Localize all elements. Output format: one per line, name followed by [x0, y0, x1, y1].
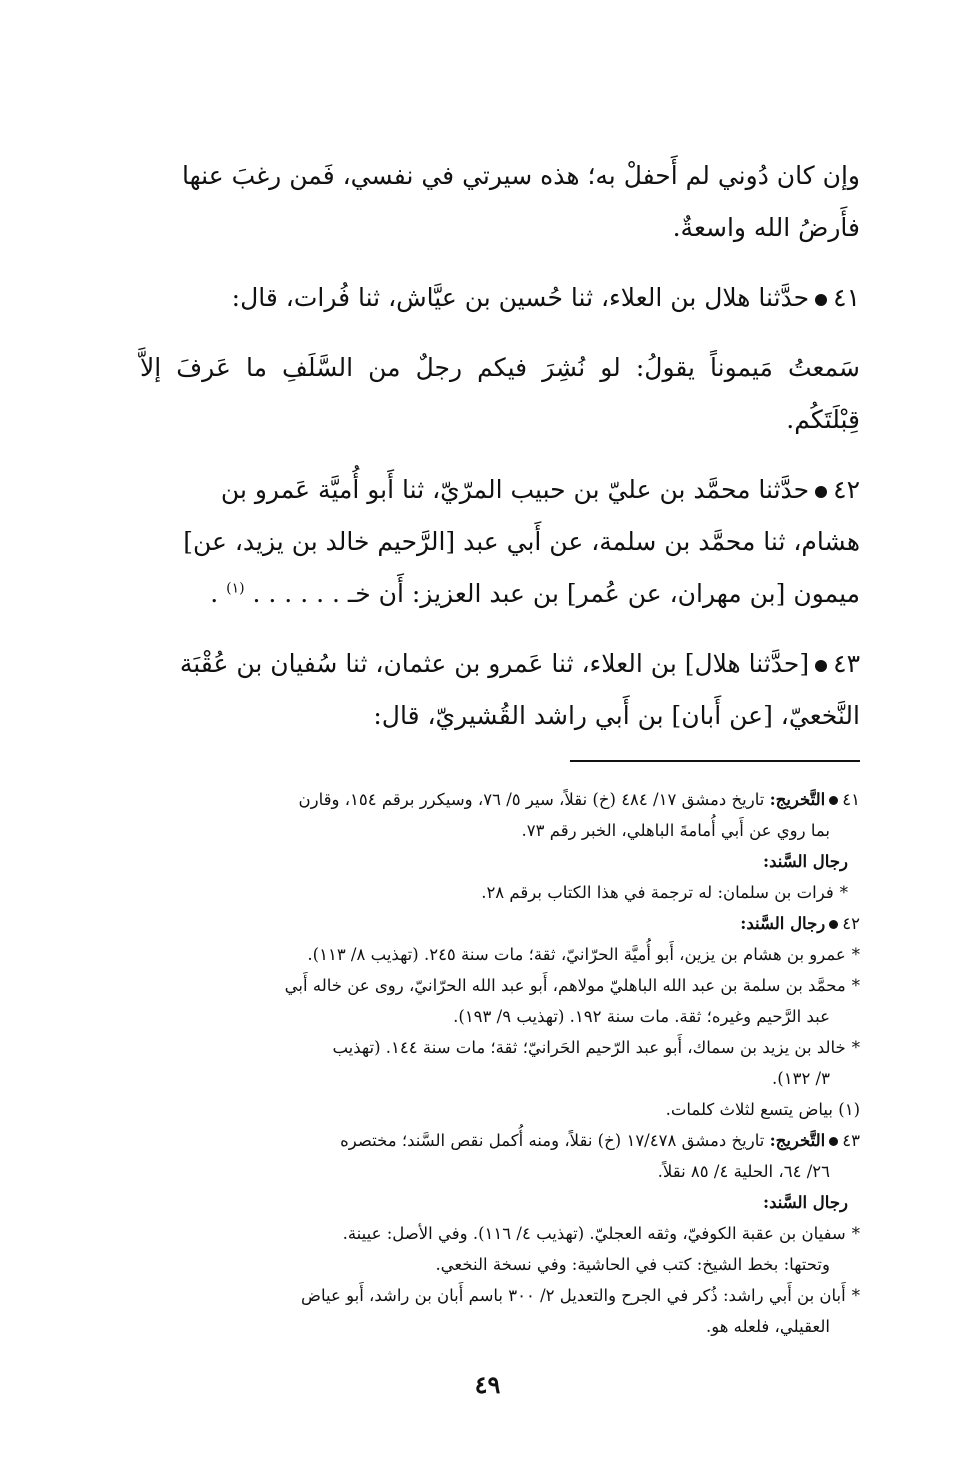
paragraph-line: ميمون [بن مهران، عن عُمر] بن عبد العزيز: أَن خـ . . . . . . $^{(١)}$ . [210, 579, 860, 608]
narrator-entry: *سفيان بن عقبة الكوفيّ، وثقه العجليّ. (تهذيب ٤/ ١١٦). وفي الأصل: عيينة. [140, 1218, 860, 1249]
narrator-entry: *عمرو بن هشام بن يزين، أَبو أُميَّة الحرّانيّ، ثقة؛ مات سنة ٢٤٥. (تهذيب ٨/ ١١٣). [140, 939, 860, 970]
footnote-line: وتحتها: بخط الشيخ: كتب في الحاشية: وفي نسخة النخعي. [435, 1255, 830, 1274]
rijal-heading: رجال السَّند: [763, 852, 848, 871]
rijal-heading: رجال السَّند: [763, 1193, 848, 1212]
paragraph-line: هشام، ثنا محمَّد بن سلمة، عن أَبي عبد [الرَّحيم خالد بن يزيد، عن] [183, 527, 860, 556]
hadith-43: ٤٣[حدَّثنا هلال] بن العلاء، ثنا عَمرو بن عثمان، ثنا سُفيان بن عُقْبَة [179, 649, 860, 678]
bullet-icon [815, 294, 827, 306]
footnote-line: ٣/ ١٣٢). [772, 1069, 830, 1088]
footnote-divider [570, 760, 860, 762]
footnote-43: ٤٣التَّخريج: تاريخ دمشق ١٧/٤٧٨ (خ) نقلاً، ومنه أُكمل نقص السَّند؛ مختصره [340, 1131, 860, 1150]
bullet-icon [829, 920, 838, 929]
star-icon: * [851, 1286, 860, 1305]
bullet-icon [829, 1137, 838, 1146]
footnote-line: بما روي عن أَبي أُمامةَ الباهلي، الخبر رقم ٧٣. [521, 821, 830, 840]
footnote-42: ٤٢رجال السَّند: [740, 914, 860, 933]
narrator-entry: *فرات بن سلمان: له ترجمة في هذا الكتاب برقم ٢٨. [140, 877, 860, 908]
footnotes [140, 784, 860, 1342]
bullet-icon [815, 486, 827, 498]
star-icon: * [851, 1224, 860, 1243]
narrator-entry: *خالد بن يزيد بن سماك، أَبو عبد الرّحيم الحَرانيّ؛ ثقة؛ مات سنة ١٤٤. (تهذيب [140, 1032, 860, 1063]
page-body [140, 150, 860, 1342]
footnote-note-1: (١) بياض يتسع لثلاث كلمات. [665, 1100, 860, 1119]
footnote-line: العقيلي، فلعله هو. [705, 1317, 830, 1336]
main-text [140, 150, 860, 742]
paragraph-line: سَمعتُ مَيموناً يقولُ: لو نُشِرَ فيكم رجلٌ من السَّلَفِ ما عَرفَ إلاَّ قِبْلَتَكُم. [140, 353, 860, 434]
narrator-entry: *أَبان بن أَبي راشد: ذُكر في الجرح والتعديل ٢/ ٣٠٠ باسم أَبان بن راشد، أَبو عياض [140, 1280, 860, 1311]
page-number: ٤٩ [474, 1370, 501, 1399]
bullet-icon [815, 660, 827, 672]
paragraph-line: فأَرضُ الله واسعةٌ. [672, 213, 860, 242]
star-icon: * [851, 945, 860, 964]
paragraph-line: وإن كان دُوني لم أَحفلْ به؛ هذه سيرتي في نفسي، فَمن رغبَ عنها [182, 161, 860, 190]
footnote-line: عبد الرَّحيم وغيره؛ ثقة. مات سنة ١٩٢. (تهذيب ٩/ ١٩٣). [453, 1007, 830, 1026]
hadith-number: ٤٢ [833, 475, 860, 504]
star-icon: * [839, 883, 848, 902]
hadith-41: ٤١حدَّثنا هلال بن العلاء، ثنا حُسين بن عيَّاش، ثنا فُرات، قال: [231, 283, 860, 312]
hadith-number: ٤١ [833, 283, 860, 312]
star-icon: * [851, 976, 860, 995]
hadith-number: ٤٣ [833, 649, 860, 678]
paragraph-line: النَّخعيّ، [عن أَبان] بن أَبي راشد القُشيريّ، قال: [373, 701, 860, 730]
footnote-line: ٢٦/ ٦٤، الحلية ٤/ ٨٥ نقلاً. [657, 1162, 830, 1181]
narrator-entry: *محمَّد بن سلمة بن عبد الله الباهليّ مولاهم، أَبو عبد الله الحرّانيّ، روى عن خاله أَبي [140, 970, 860, 1001]
hadith-42: ٤٢حدَّثنا محمَّد بن عليّ بن حبيب المرّيّ، ثنا أَبو أُميَّة عَمرو بن [220, 475, 860, 504]
star-icon: * [851, 1038, 860, 1057]
footnote-ref: (١) [226, 580, 245, 597]
footnote-41: ٤١التَّخريج: تاريخ دمشق ١٧/ ٤٨٤ (خ) نقلاً، سير ٥/ ٧٦، وسيكرر برقم ١٥٤، وقارن [298, 790, 860, 809]
bullet-icon [829, 796, 838, 805]
